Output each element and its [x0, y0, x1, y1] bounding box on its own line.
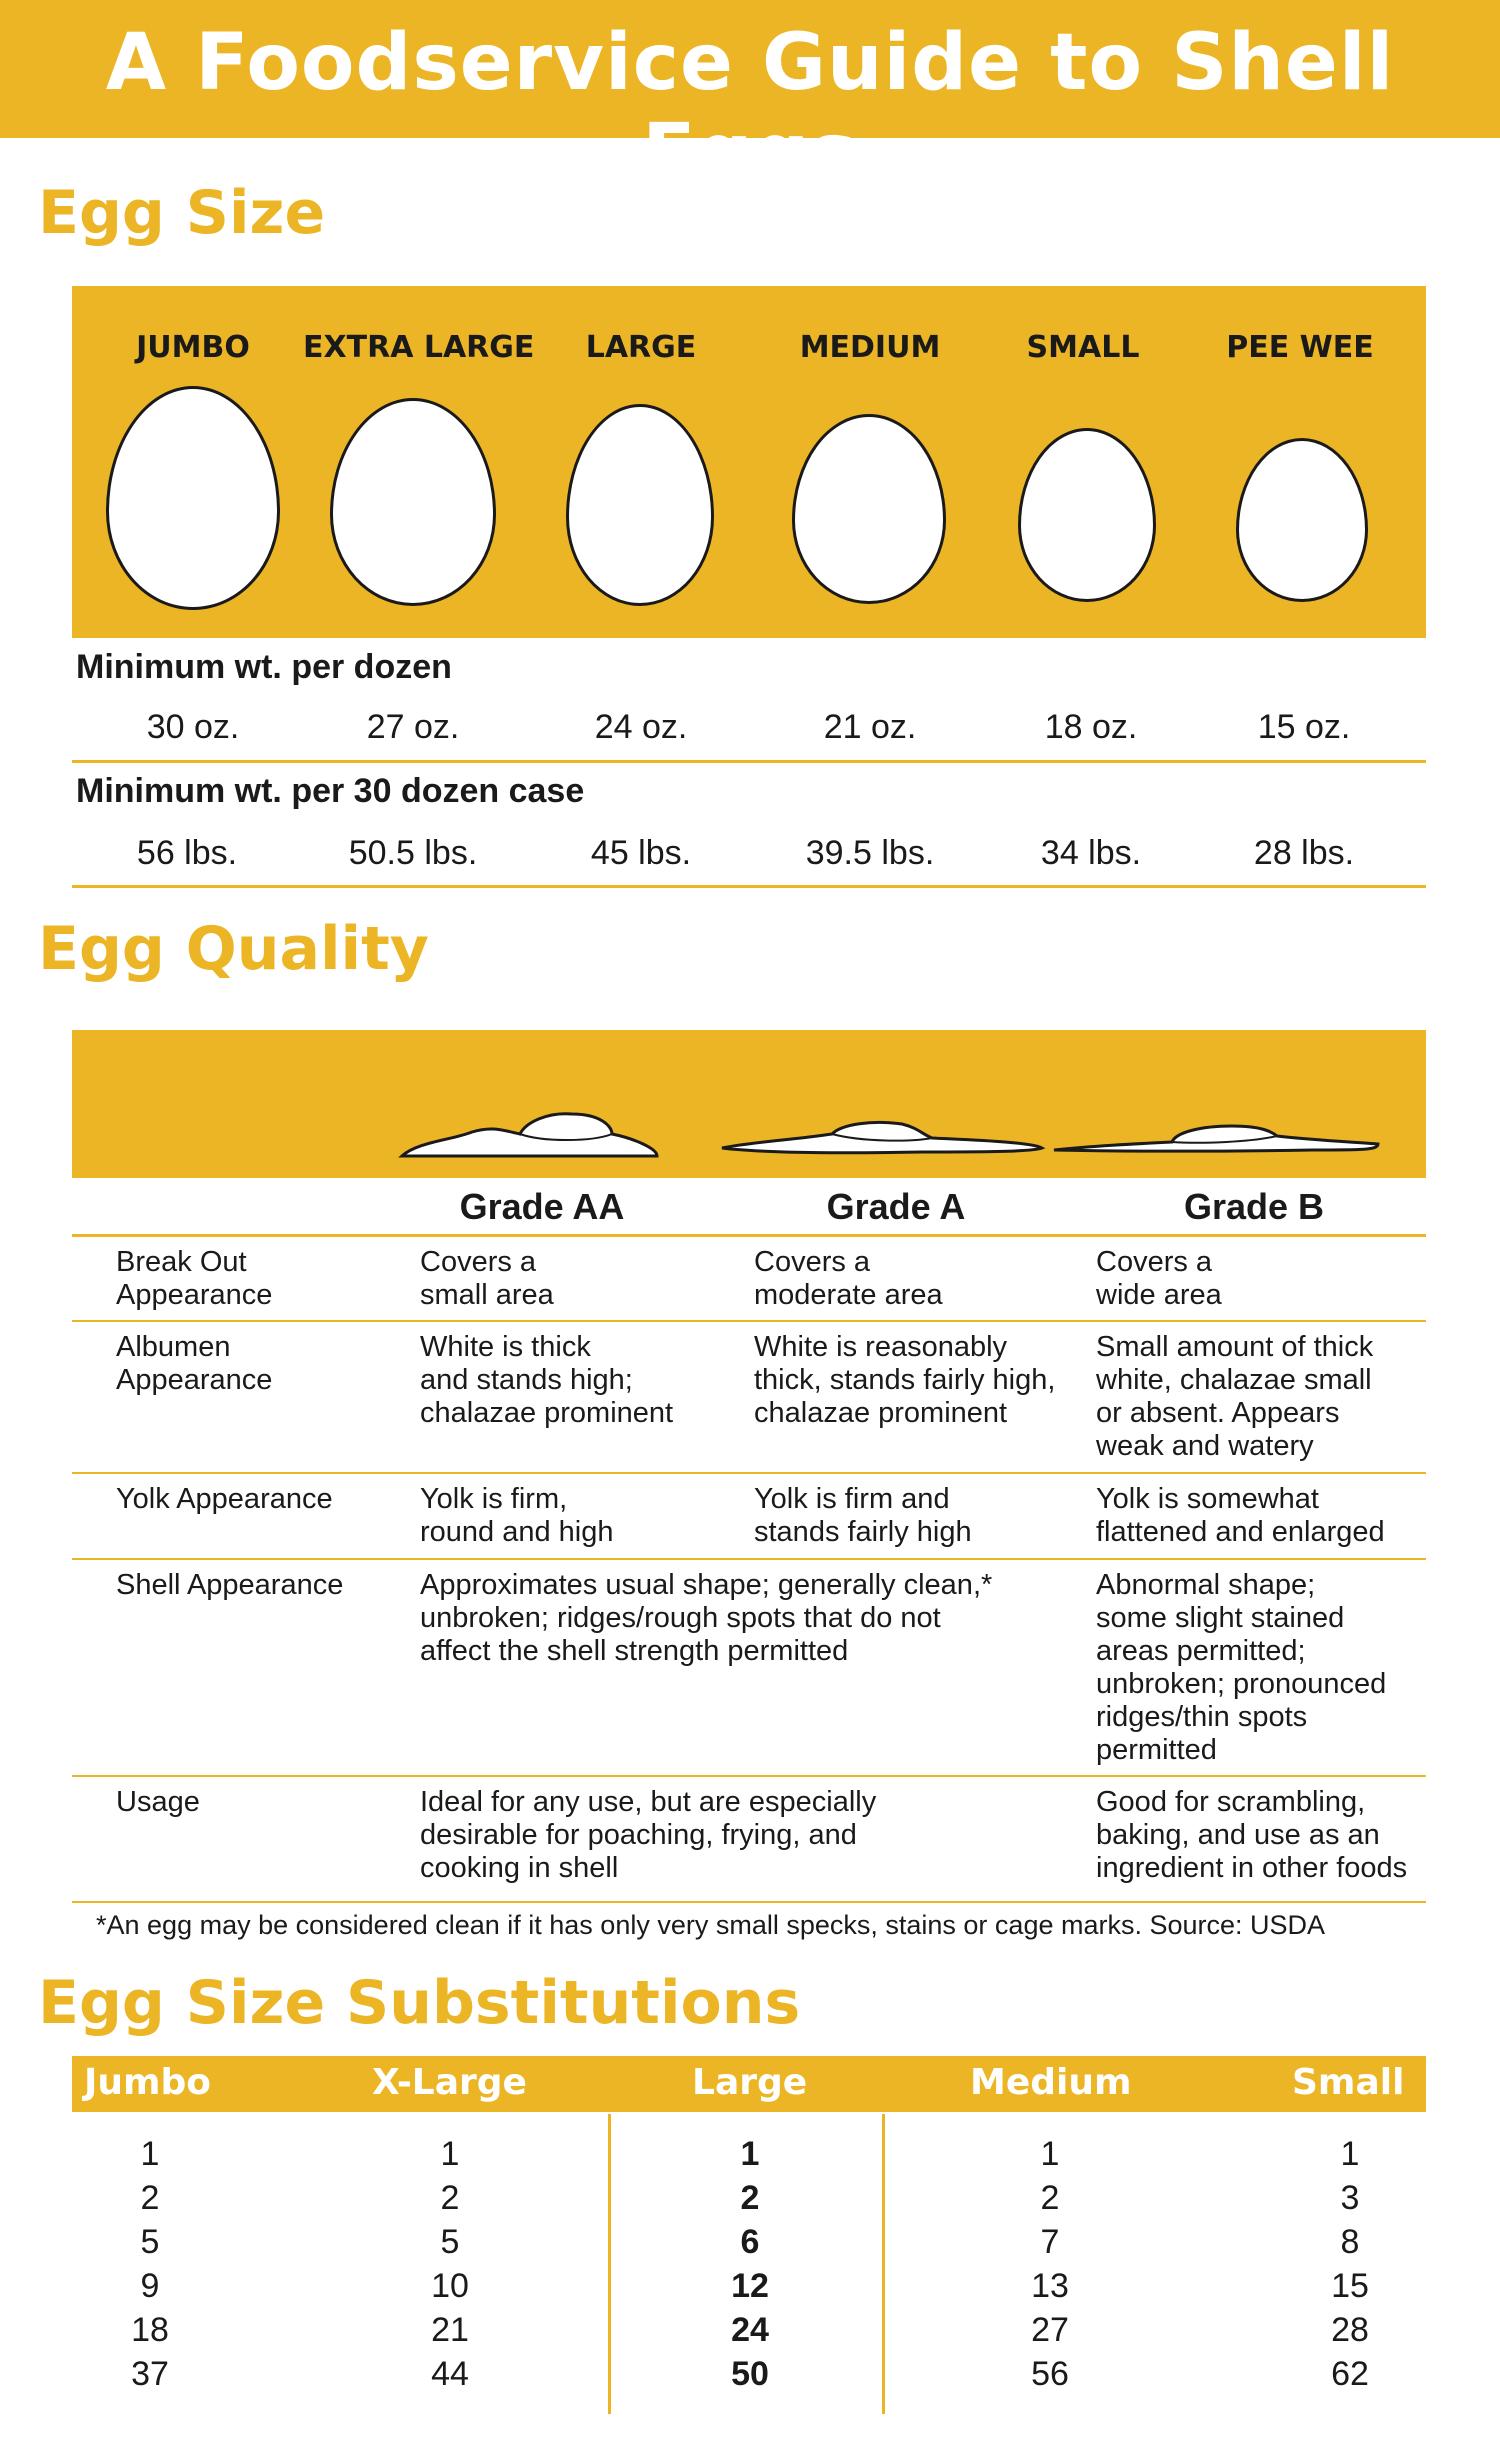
shell-grade-b: Abnormal shape; some slight stained areas permitted; unbroken; pronounced ridges/thin spots permitted [1096, 1569, 1387, 1766]
divider [72, 1234, 1426, 1237]
size-label-jumbo: JUMBO [136, 330, 250, 365]
case-value: 28 lbs. [1253, 834, 1355, 872]
substitution-cell: 37 [131, 2355, 169, 2393]
substitution-cell: 18 [131, 2311, 169, 2349]
divider [72, 760, 1426, 763]
substitution-cell: 56 [1031, 2355, 1069, 2393]
dozen-value: 21 oz. [823, 708, 917, 746]
substitution-cell: 3 [1340, 2179, 1360, 2217]
substitution-cell: 28 [1331, 2311, 1369, 2349]
dozen-value: 24 oz. [594, 708, 688, 746]
case-value: 34 lbs. [1040, 834, 1142, 872]
column-header-small: Small [1292, 2062, 1405, 2103]
substitution-cell: 1 [440, 2135, 460, 2173]
substitution-cell: 7 [1040, 2223, 1060, 2261]
broken-egg-illustrations [72, 1030, 1426, 1178]
grade-aa-breakout-icon [402, 1114, 657, 1156]
substitution-cell: 2 [740, 2179, 760, 2217]
divider [72, 1775, 1426, 1777]
substitutions-heading: Egg Size Substitutions [38, 1968, 801, 2038]
row-label-yolk: Yolk Appearance [116, 1483, 333, 1515]
divider [72, 1558, 1426, 1560]
column-header-large: Large [692, 2062, 808, 2103]
substitution-cell: 62 [1331, 2355, 1369, 2393]
substitution-cell: 5 [440, 2223, 460, 2261]
break-out-grade-aa: Covers a small area [420, 1246, 554, 1311]
albumen-grade-b: Small amount of thick white, chalazae small or absent. Appears weak and watery [1096, 1331, 1374, 1462]
grade-a-breakout-icon [722, 1122, 1042, 1152]
dozen-weight-label: Minimum wt. per dozen [76, 648, 452, 686]
break-out-grade-a: Covers a moderate area [754, 1246, 943, 1311]
albumen-grade-aa: White is thick and stands high; chalazae prominent [420, 1331, 674, 1429]
shell-grade-aa-a: Approximates usual shape; generally clean,* unbroken; ridges/rough spots that do not affect the shell strength permitted [420, 1569, 993, 1667]
row-label-albumen: Albumen Appearance [116, 1331, 273, 1396]
yolk-grade-a: Yolk is firm and stands fairly high [754, 1483, 972, 1548]
row-label-shell: Shell Appearance [116, 1569, 344, 1601]
column-header-x-large: X-Large [372, 2062, 527, 2103]
column-header-medium: Medium [970, 2062, 1132, 2103]
substitution-cell: 1 [140, 2135, 160, 2173]
albumen-grade-a: White is reasonably thick, stands fairly high, chalazae prominent [754, 1331, 1056, 1429]
column-header-jumbo: Jumbo [84, 2062, 212, 2103]
yolk-grade-b: Yolk is somewhat flattened and enlarged [1096, 1483, 1385, 1548]
substitution-cell: 2 [1040, 2179, 1060, 2217]
substitution-cell: 5 [140, 2223, 160, 2261]
substitution-cell: 13 [1031, 2267, 1069, 2305]
footnote: *An egg may be considered clean if it has only very small specks, stains or cage marks. Source: USDA [96, 1910, 1326, 1940]
size-label-pee-wee: PEE WEE [1226, 330, 1374, 365]
case-value: 56 lbs. [136, 834, 238, 872]
substitution-cell: 2 [440, 2179, 460, 2217]
yolk-grade-aa: Yolk is firm, round and high [420, 1483, 614, 1548]
case-value: 50.5 lbs. [348, 834, 478, 872]
substitution-cell: 6 [740, 2223, 760, 2261]
substitution-cell: 44 [431, 2355, 469, 2393]
divider [72, 1472, 1426, 1474]
substitution-cell: 9 [140, 2267, 160, 2305]
case-value: 45 lbs. [590, 834, 692, 872]
grade-aa-header: Grade AA [459, 1186, 625, 1227]
egg-quality-heading: Egg Quality [38, 914, 429, 984]
size-label-medium: MEDIUM [799, 330, 941, 365]
case-value: 39.5 lbs. [805, 834, 935, 872]
divider [72, 1901, 1426, 1903]
dozen-value: 18 oz. [1044, 708, 1138, 746]
substitution-cell: 8 [1340, 2223, 1360, 2261]
grade-a-header: Grade A [826, 1186, 966, 1227]
substitution-cell: 1 [1040, 2135, 1060, 2173]
substitution-cell: 10 [431, 2267, 469, 2305]
dozen-value: 15 oz. [1257, 708, 1351, 746]
size-label-large: LARGE [585, 330, 697, 365]
divider [72, 885, 1426, 888]
usage-grade-b: Good for scrambling, baking, and use as an ingredient in other foods [1096, 1786, 1408, 1884]
dozen-value: 27 oz. [366, 708, 460, 746]
column-divider [882, 2114, 885, 2414]
substitution-cell: 15 [1331, 2267, 1369, 2305]
page-title: A Foodservice Guide to Shell Eggs [105, 18, 1395, 198]
dozen-value: 30 oz. [146, 708, 240, 746]
egg-size-heading: Egg Size [38, 178, 326, 248]
column-divider [608, 2114, 611, 2414]
substitution-cell: 24 [731, 2311, 769, 2349]
substitution-cell: 50 [731, 2355, 769, 2393]
substitution-cell: 12 [731, 2267, 769, 2305]
break-out-grade-b: Covers a wide area [1096, 1246, 1222, 1311]
size-label-small: SMALL [1026, 330, 1140, 365]
substitution-cell: 2 [140, 2179, 160, 2217]
substitution-cell: 21 [431, 2311, 469, 2349]
divider [72, 1320, 1426, 1322]
substitution-cell: 1 [1340, 2135, 1360, 2173]
size-label-extra-large: EXTRA LARGE [303, 330, 535, 365]
grade-b-breakout-icon [1054, 1126, 1378, 1151]
row-label-usage: Usage [116, 1786, 200, 1818]
substitution-cell: 27 [1031, 2311, 1069, 2349]
substitution-cell: 1 [740, 2135, 760, 2173]
title-banner [0, 0, 1500, 198]
row-label-break-out: Break Out Appearance [116, 1246, 273, 1311]
grade-b-header: Grade B [1183, 1186, 1325, 1227]
usage-grade-aa-a: Ideal for any use, but are especially desirable for poaching, frying, and cooking in shell [420, 1786, 877, 1884]
case-weight-label: Minimum wt. per 30 dozen case [76, 772, 585, 810]
